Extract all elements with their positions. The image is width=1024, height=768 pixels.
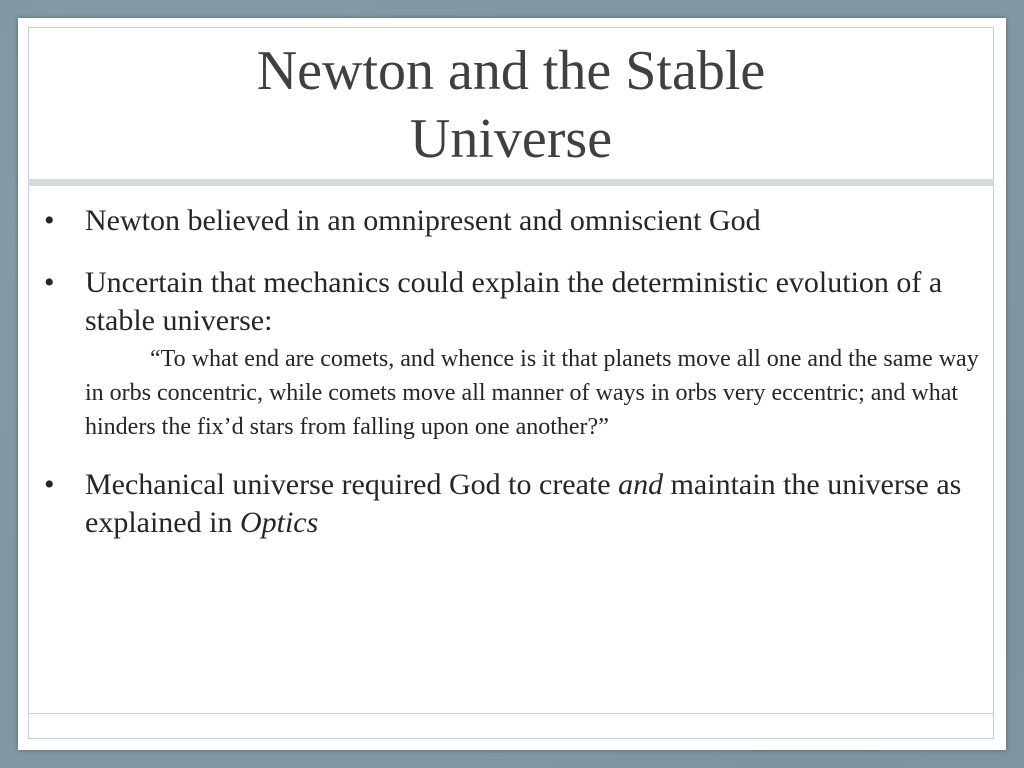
bullet-symbol: • (44, 204, 55, 237)
slide-title (161, 37, 861, 173)
bullet-item (40, 202, 980, 240)
title-line-1: Newton and the Stable (256, 40, 766, 102)
title-divider (28, 179, 994, 186)
bullet-item (40, 264, 980, 340)
bullet-item (40, 466, 980, 542)
bullet-text-part: maintain the universe as explained in (85, 468, 962, 539)
footer-divider (28, 713, 994, 714)
slide-body (40, 202, 980, 566)
bullet-text (85, 468, 961, 539)
bullet-text-part: Mechanical universe required God to create (85, 468, 619, 501)
newton-quote: “To what end are comets, and whence is it that planets move all one and the same way in orbs concentric, while comets move all manner of ways in orbs very eccentric; and what hinders the fix’d stars from falling upon one another?” (85, 346, 979, 440)
bullet-symbol: • (44, 468, 55, 501)
emphasis-and: and (618, 468, 664, 501)
bullet-text: Uncertain that mechanics could explain the deterministic evolution of a stable universe: (85, 266, 943, 337)
title-area (28, 27, 994, 183)
slide (18, 18, 1006, 750)
bullet-text: Newton believed in an omnipresent and omniscient God (85, 204, 761, 237)
emphasis-optics: Optics (239, 506, 319, 539)
title-line-2: Universe (409, 108, 613, 170)
bullet-symbol: • (44, 266, 55, 299)
